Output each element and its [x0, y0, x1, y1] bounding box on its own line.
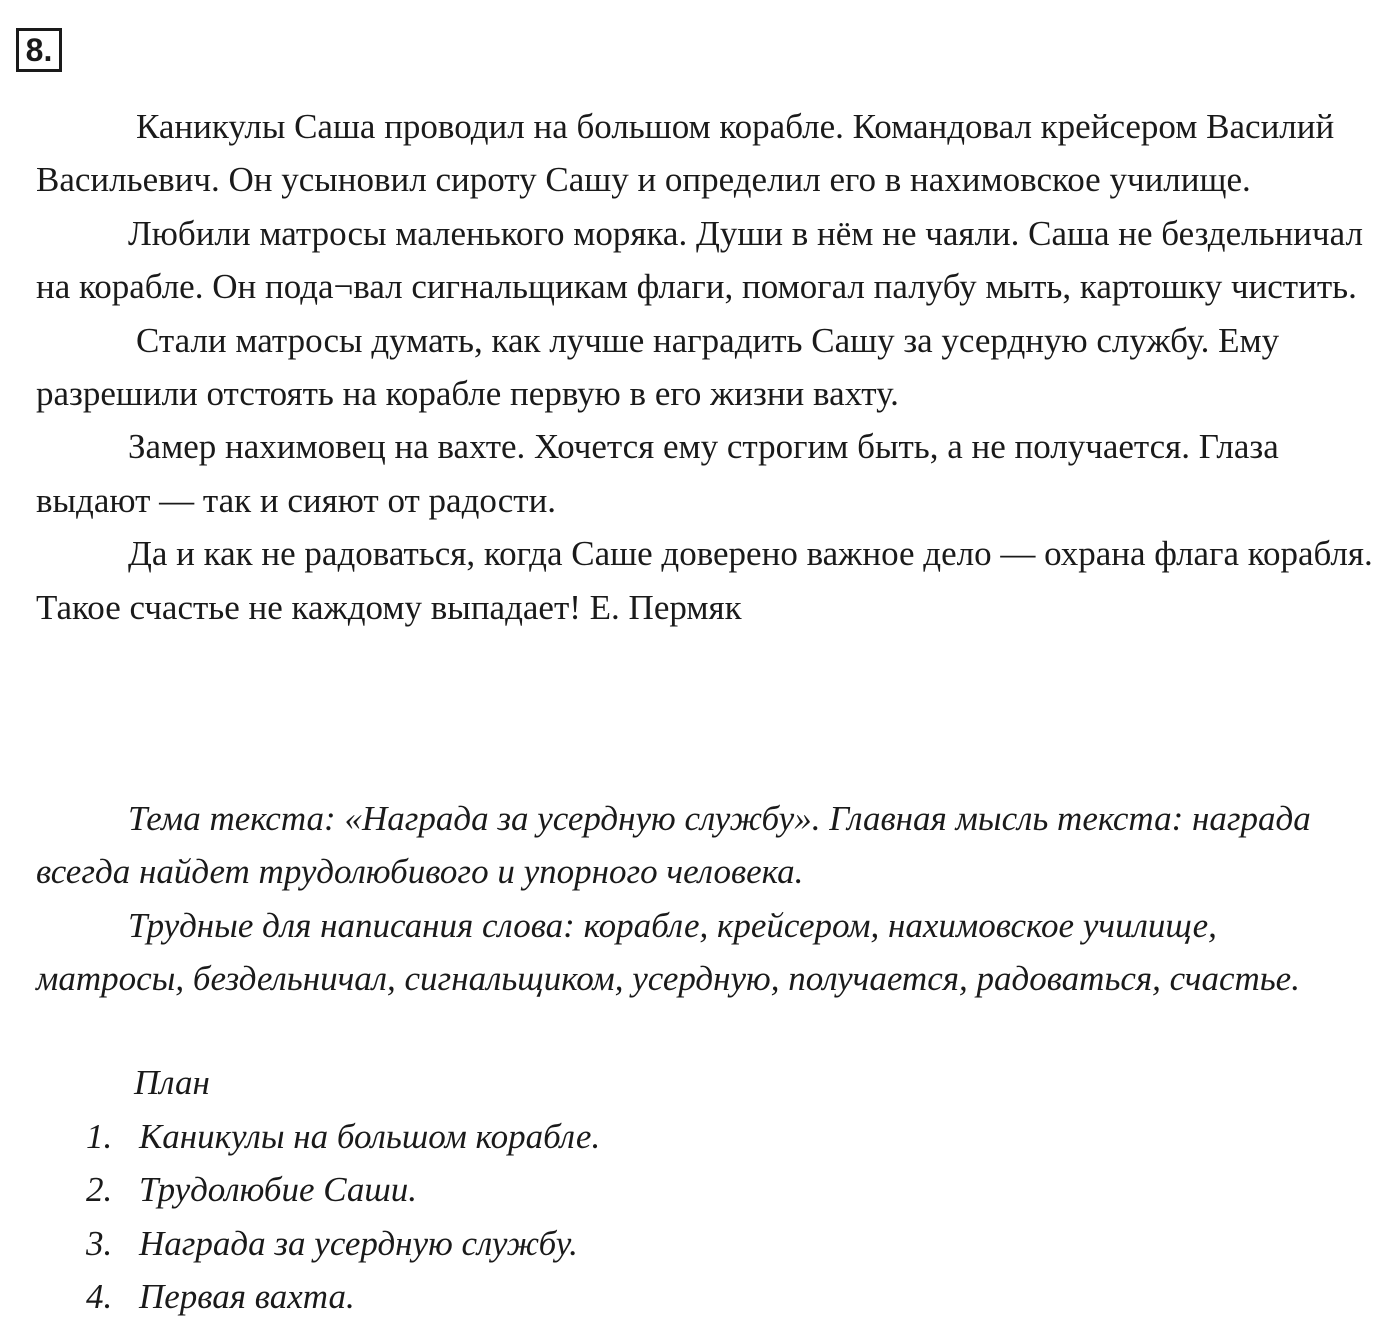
plan-item	[86, 1110, 600, 1163]
plan-title: План	[134, 1063, 210, 1102]
plan-item-number: 4.	[86, 1277, 113, 1317]
plan-item-number: 3.	[86, 1223, 113, 1263]
plan-item-number: 1.	[86, 1117, 113, 1156]
plan-item-number: 2.	[86, 1170, 113, 1210]
plan-item	[86, 1163, 600, 1216]
story-paragraph-4: Замер нахимовец на вахте. Хочется ему строгим быть, а не получается. Глаза выдают — так и сияют от радости.	[36, 427, 1279, 520]
theme-paragraph: Тема текста: «Награда за усердную службу». Главная мысль текста: награда всегда найдет трудолюбивого и упорного человека.	[36, 799, 1311, 892]
plan-item	[86, 1217, 600, 1270]
story-paragraph-1: Каникулы Саша проводил на большом корабле. Командовал крейсером Василий Васильевич. Он усыновил сироту Сашу и определил его в нахимовское училище.	[36, 107, 1335, 200]
plan-item-text: Каникулы на большом корабле.	[139, 1117, 601, 1156]
story-paragraph-2: Любили матросы маленького моряка. Души в нём не чаяли. Саша не бездельничал на корабле. Он пода¬вал сигнальщикам флаги, помогал палубу мыть, картошку чистить.	[36, 213, 1363, 307]
plan-list	[86, 1110, 600, 1324]
plan-item-text: Награда за усердную службу.	[139, 1223, 578, 1263]
story-paragraph-5: Да и как не радоваться, когда Саше доверено важное дело — охрана флага корабля. Такое счастье не каждому выпадает! Е. Пермяк	[36, 534, 1373, 627]
task-number-badge: 8.	[16, 28, 62, 72]
plan-item	[86, 1270, 600, 1323]
plan-item-text: Первая вахта.	[139, 1277, 355, 1317]
text-analysis	[36, 792, 1366, 1006]
difficult-words-paragraph: Трудные для написания слова: корабле, крейсером, нахимовское училище, матросы, бездельничал, сигнальщиком, усердную, получается, радоваться, счастье.	[36, 905, 1300, 999]
story-text	[36, 100, 1376, 634]
story-paragraph-3: Стали матросы думать, как лучше наградить Сашу за усердную службу. Ему разрешили отстоять на корабле первую в его жизни вахту.	[36, 320, 1280, 414]
plan-item-text: Трудолюбие Саши.	[139, 1170, 418, 1210]
